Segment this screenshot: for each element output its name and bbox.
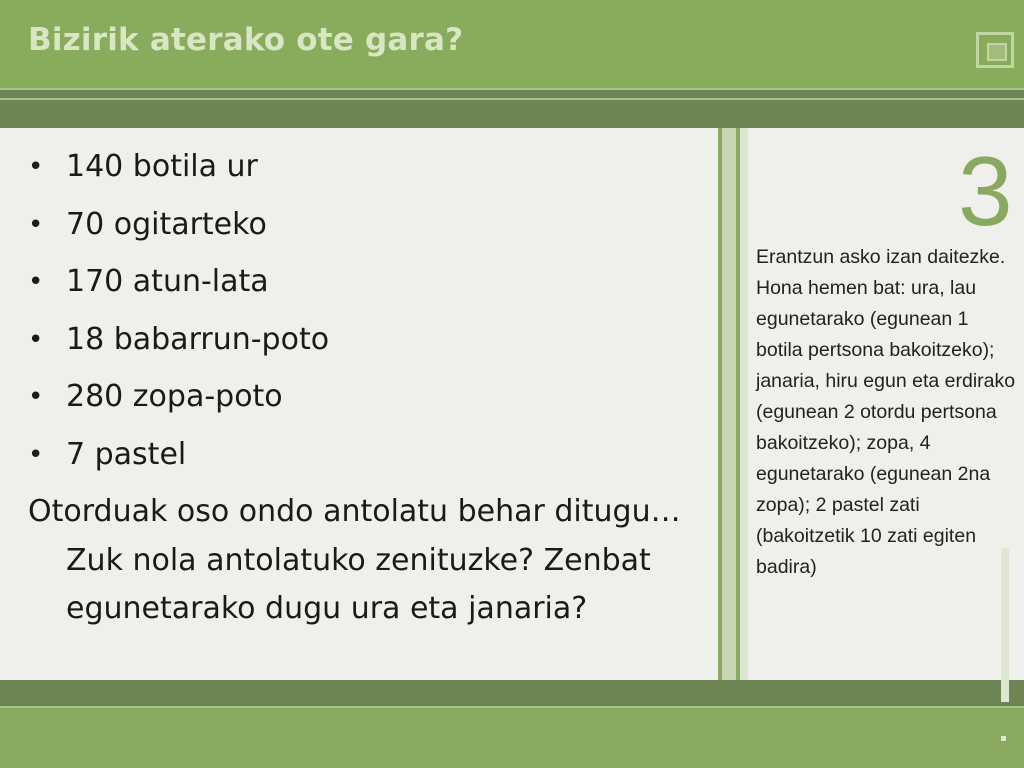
bullet-list — [28, 145, 329, 490]
header-dark-stripe-2 — [0, 100, 1024, 128]
window-square-icon — [976, 32, 1014, 68]
header-dark-stripe-1 — [0, 90, 1024, 98]
bullet-text: 170 atun-lata — [66, 264, 269, 299]
vertical-strip-4 — [740, 128, 748, 680]
footer-divider-line — [0, 706, 1024, 708]
question-paragraph: Otorduak oso ondo antolatu behar ditugu… Zuk nola antolatuko zenituzke? Zenbat egunetarako dugu ura eta janaria? — [28, 494, 681, 626]
bullet-item — [28, 318, 329, 376]
slide-number: 3 — [958, 136, 1013, 246]
bullet-dot-icon: • — [28, 382, 44, 412]
bullet-dot-icon: • — [28, 324, 44, 355]
bullet-item — [28, 260, 329, 318]
bullet-item — [28, 433, 329, 491]
slide-title: Bizirik aterako ote gara? — [28, 22, 464, 58]
bullet-text: 7 pastel — [66, 436, 187, 472]
bullet-text: 70 ogitarteko — [66, 206, 267, 242]
bullet-text: 18 babarrun-poto — [66, 321, 330, 357]
bullet-item — [28, 375, 329, 433]
window-square-inner — [987, 43, 1007, 61]
accent-dot — [1001, 736, 1006, 741]
bullet-dot-icon: • — [28, 209, 44, 240]
bullet-item — [28, 145, 329, 203]
side-note-text: Erantzun asko izan daitezke. Hona hemen bat: ura, lau egunetarako (egunean 1 botila pertsona bakoitzeko); janaria, hiru egun eta erdirako (egunean 2 otordu pertsona bakoitzeko); zopa, 4 egunetarako (egunean 2na zopa); 2 pastel zati (bakoitzetik 10 zati egiten badira) — [756, 246, 1016, 578]
bullet-dot-icon: • — [28, 152, 44, 182]
bullet-dot-icon: • — [28, 439, 44, 470]
bullet-item — [28, 203, 329, 261]
vertical-accent-bar — [1001, 548, 1009, 702]
footer-dark-stripe — [0, 680, 1024, 706]
bullet-text: 140 botila ur — [66, 149, 258, 184]
bullet-text: 280 zopa-poto — [66, 379, 283, 414]
bullet-dot-icon: • — [28, 267, 44, 297]
